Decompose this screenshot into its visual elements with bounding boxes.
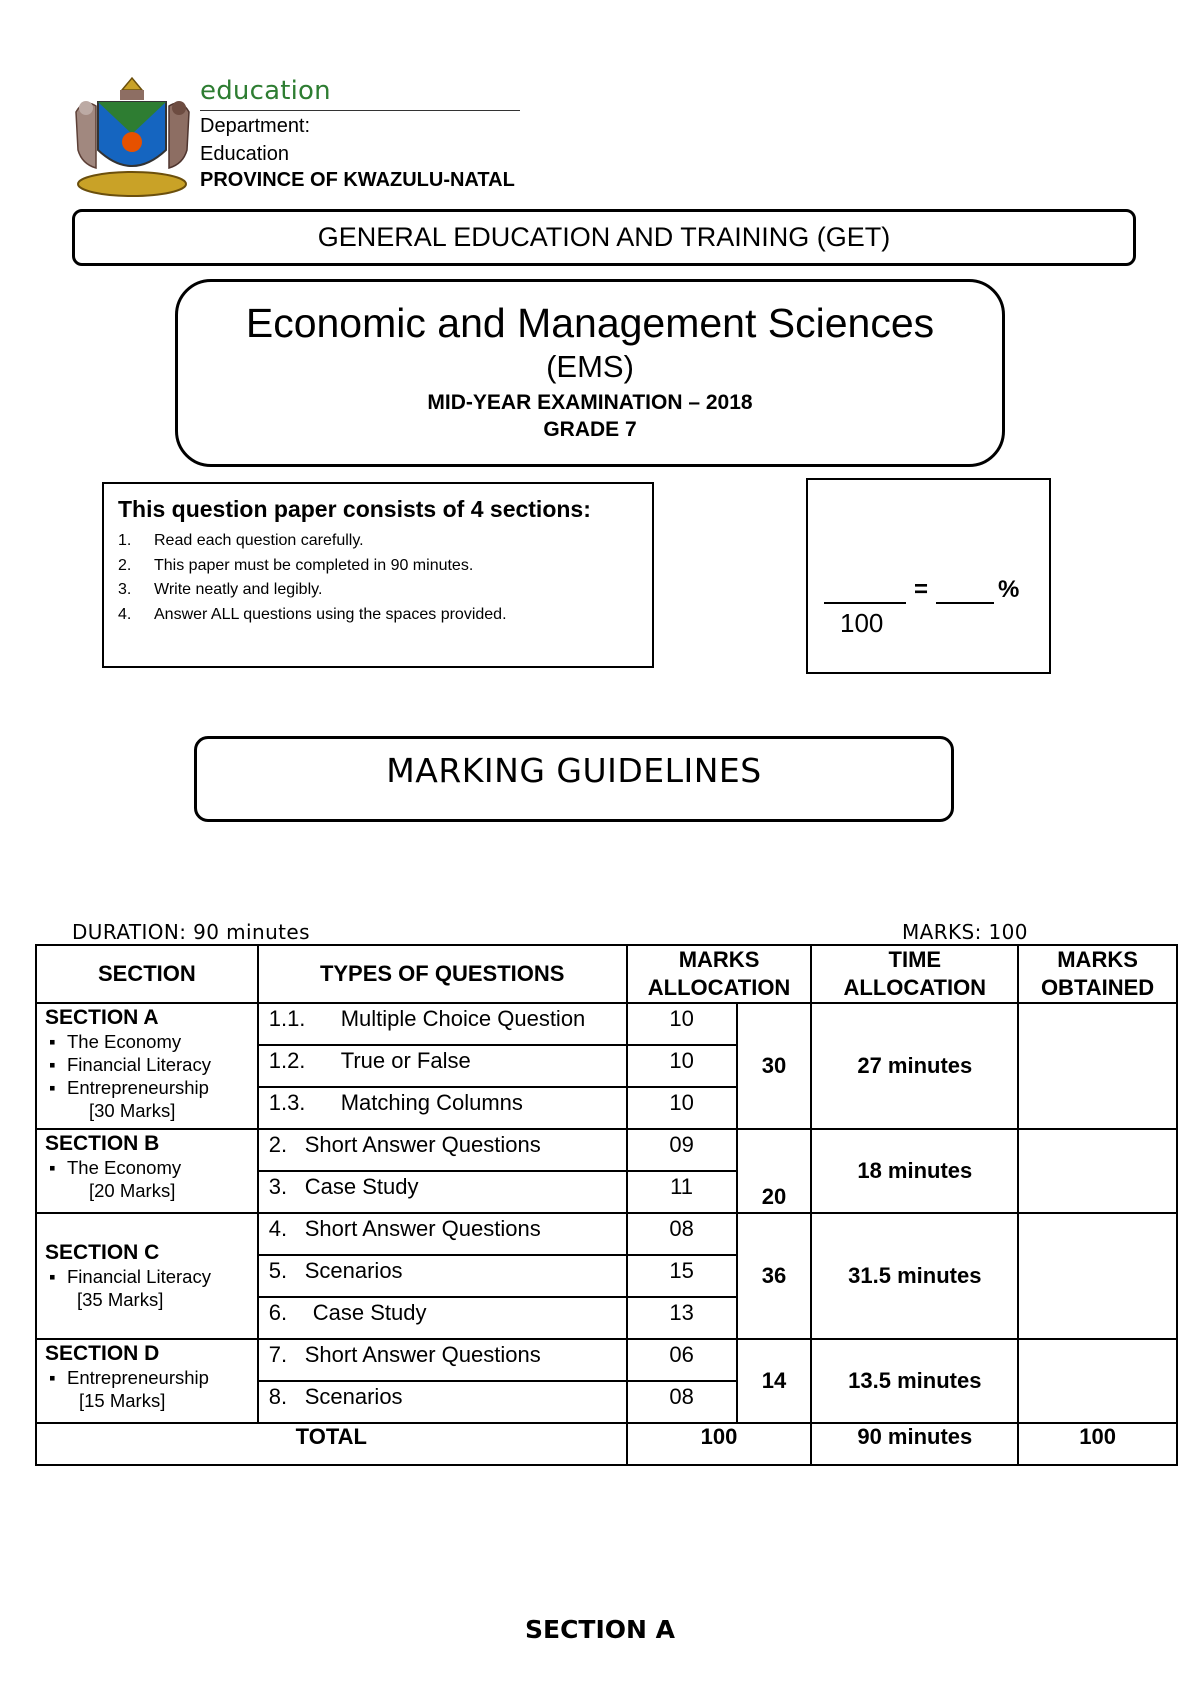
- section-a-cell: SECTION A ▪ The Economy ▪ Financial Literacy ▪ Entrepreneurship [30 Marks]: [36, 1003, 258, 1129]
- instructions-list: [118, 529, 638, 627]
- section-d-cell: SECTION D ▪ Entrepreneurship [15 Marks]: [36, 1339, 258, 1423]
- section-a-subtotal: 30: [737, 1003, 812, 1129]
- logo-education: Education: [200, 143, 289, 165]
- marks-label: MARKS: 100: [902, 920, 1028, 944]
- score-equals: =: [914, 576, 929, 603]
- question-type: 5. Scenarios: [258, 1255, 627, 1297]
- instruction-item: 1. Read each question carefully.: [118, 532, 364, 549]
- subject-title: Economic and Management Sciences: [245, 300, 935, 346]
- total-label: TOTAL: [36, 1423, 627, 1465]
- logo-province: PROVINCE OF KWAZULU-NATAL: [200, 169, 515, 191]
- question-marks: 08: [627, 1381, 737, 1423]
- instruction-item: 4. Answer ALL questions using the spaces provided.: [118, 605, 507, 623]
- total-marks: 100: [627, 1423, 812, 1465]
- department-logo: [70, 72, 520, 202]
- section-a-obtained[interactable]: [1018, 1003, 1177, 1129]
- total-row: [36, 1423, 1177, 1465]
- duration-label: DURATION: 90 minutes: [72, 920, 310, 944]
- question-type: 2. Short Answer Questions: [258, 1129, 627, 1171]
- table-row: [36, 1003, 1177, 1045]
- total-time: 90 minutes: [811, 1423, 1018, 1465]
- question-type: 8. Scenarios: [258, 1381, 627, 1423]
- score-denominator: 100: [840, 608, 884, 638]
- marking-guidelines-title: MARKING GUIDELINES: [386, 751, 762, 790]
- total-obtained: 100: [1018, 1423, 1177, 1465]
- question-type: 1.3. Matching Columns: [258, 1087, 627, 1129]
- section-c-subtotal: 36: [737, 1213, 812, 1339]
- score-box: [806, 478, 1051, 674]
- header-types: TYPES OF QUESTIONS: [258, 945, 627, 1003]
- section-d-subtotal: 14: [737, 1339, 812, 1423]
- get-banner-text: GENERAL EDUCATION AND TRAINING (GET): [317, 222, 891, 252]
- marking-guidelines-banner: [194, 736, 954, 822]
- logo-department: Department:: [200, 115, 311, 137]
- question-marks: 11: [627, 1171, 737, 1213]
- header-marks-allocation: MARKS ALLOCATION: [627, 945, 812, 1003]
- question-marks: 10: [627, 1003, 737, 1045]
- score-percent-sign: %: [998, 576, 1020, 603]
- section-b-cell: SECTION B ▪ The Economy [20 Marks]: [36, 1129, 258, 1213]
- allocation-table: [35, 944, 1178, 1466]
- section-a-time: 27 minutes: [811, 1003, 1018, 1129]
- section-a-heading: SECTION A: [524, 1615, 675, 1644]
- grade-label: GRADE 7: [543, 418, 637, 441]
- section-d-obtained[interactable]: [1018, 1339, 1177, 1423]
- question-marks: 08: [627, 1213, 737, 1255]
- subject-title-box: [175, 279, 1005, 467]
- instruction-item: 2. This paper must be completed in 90 minutes.: [118, 556, 474, 574]
- question-marks: 09: [627, 1129, 737, 1171]
- score-numerator-blank[interactable]: [824, 602, 906, 604]
- header-marks-obtained: MARKS OBTAINED: [1018, 945, 1177, 1003]
- header-time-allocation: TIME ALLOCATION: [811, 945, 1018, 1003]
- question-type: 3. Case Study: [258, 1171, 627, 1213]
- instructions-box: [102, 482, 654, 668]
- section-b-time: 18 minutes: [811, 1129, 1018, 1213]
- table-row: [36, 1339, 1177, 1381]
- question-marks: 13: [627, 1297, 737, 1339]
- logo-divider: [200, 110, 520, 111]
- section-c-cell: SECTION C ▪ Financial Literacy [35 Marks]: [36, 1213, 258, 1339]
- get-banner: [72, 209, 1136, 266]
- instructions-heading: This question paper consists of 4 sections:: [118, 496, 591, 522]
- question-marks: 06: [627, 1339, 737, 1381]
- section-b-obtained[interactable]: [1018, 1129, 1177, 1213]
- table-header-row: [36, 945, 1177, 1003]
- section-d-time: 13.5 minutes: [811, 1339, 1018, 1423]
- section-c-obtained[interactable]: [1018, 1213, 1177, 1339]
- header-section: SECTION: [36, 945, 258, 1003]
- section-c-time: 31.5 minutes: [811, 1213, 1018, 1339]
- question-type: 6. Case Study: [258, 1297, 627, 1339]
- question-marks: 10: [627, 1045, 737, 1087]
- table-row: [36, 1129, 1177, 1171]
- question-type: 1.2. True or False: [258, 1045, 627, 1087]
- kzn-coat-of-arms-icon: [70, 72, 195, 200]
- section-b-subtotal: 20: [737, 1129, 812, 1213]
- exam-name: MID-YEAR EXAMINATION – 2018: [427, 391, 753, 414]
- question-marks: 10: [627, 1087, 737, 1129]
- subject-abbreviation: (EMS): [546, 349, 634, 384]
- question-marks: 15: [627, 1255, 737, 1297]
- question-type: 1.1. Multiple Choice Question: [258, 1003, 627, 1045]
- question-type: 4. Short Answer Questions: [258, 1213, 627, 1255]
- instruction-item: 3. Write neatly and legibly.: [118, 581, 323, 598]
- table-row: [36, 1213, 1177, 1255]
- score-percent-blank[interactable]: [936, 602, 994, 604]
- question-type: 7. Short Answer Questions: [258, 1339, 627, 1381]
- logo-brand-text: education: [200, 76, 331, 106]
